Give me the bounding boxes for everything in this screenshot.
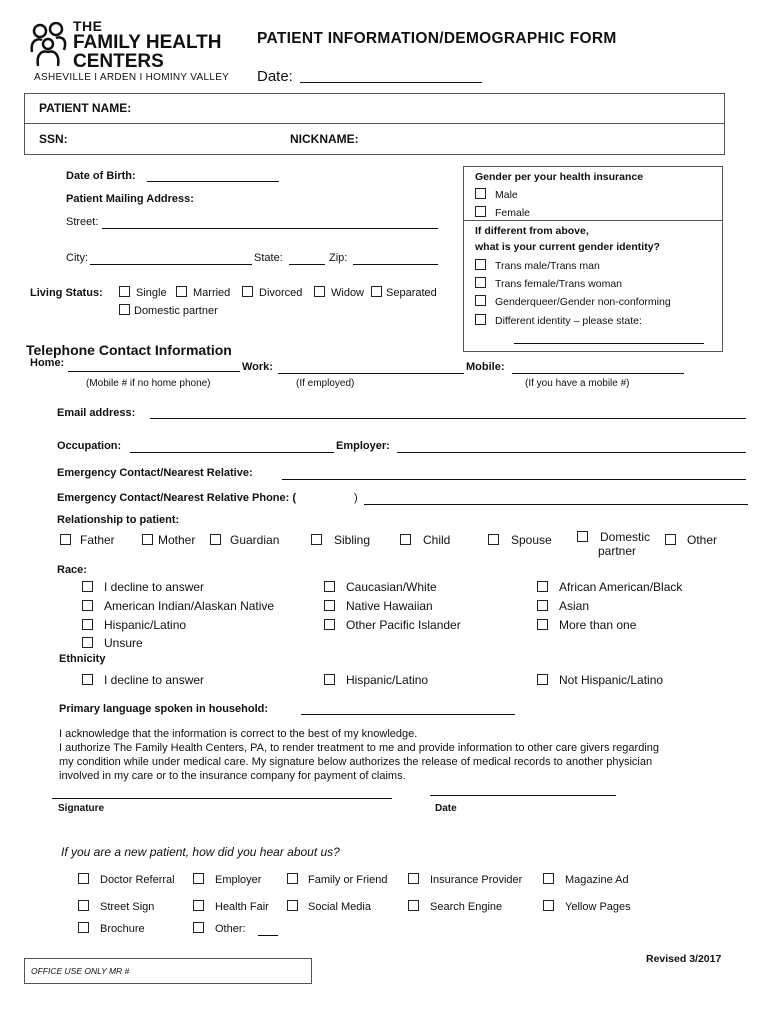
relationship-guardian-option[interactable]: Guardian (210, 533, 279, 547)
checkbox[interactable] (82, 619, 93, 630)
office-use-label: OFFICE USE ONLY MR # (31, 966, 130, 976)
phone-work-label: Work: (242, 361, 273, 373)
checkbox[interactable] (537, 600, 548, 611)
logo-line2: FAMILY HEALTH (73, 32, 222, 53)
date-field[interactable] (300, 82, 482, 83)
checkbox[interactable] (408, 873, 419, 884)
relationship-domestic-option[interactable]: Domestic (577, 530, 650, 544)
relationship-mother-option[interactable]: Mother (142, 533, 195, 547)
phone-heading: Telephone Contact Information (26, 342, 232, 358)
checkbox[interactable] (577, 531, 588, 542)
family-figures-icon (28, 22, 70, 70)
gender-title: Gender per your health insurance (475, 171, 644, 183)
living-widow-option[interactable]: Widow (314, 286, 364, 299)
street-field[interactable] (102, 228, 438, 229)
ssn-label: SSN: (39, 132, 68, 146)
emergency-phone-label: Emergency Contact/Nearest Relative Phone: ( (57, 492, 297, 504)
checkbox[interactable] (287, 873, 298, 884)
checkbox[interactable] (78, 900, 89, 911)
gender-different-field[interactable] (514, 343, 704, 344)
dob-field[interactable] (147, 181, 279, 182)
logo-line1: THE (73, 18, 103, 34)
checkbox[interactable] (543, 900, 554, 911)
phone-work-note: (If employed) (296, 378, 355, 389)
acknowledgement-line: I acknowledge that the information is correct to the best of my knowledge. (59, 728, 418, 740)
ethnicity-label: Ethnicity (59, 653, 106, 665)
checkbox[interactable] (311, 534, 322, 545)
ethnicity-not-hispanic-option[interactable]: Not Hispanic/Latino (537, 673, 663, 687)
occupation-label: Occupation: (57, 440, 122, 452)
living-married-option[interactable]: Married (176, 286, 230, 299)
checkbox[interactable] (475, 277, 486, 288)
living-separated-option[interactable]: Separated (371, 286, 437, 299)
logo (28, 18, 238, 86)
race-hispanic-option[interactable]: Hispanic/Latino (82, 618, 186, 632)
checkbox[interactable] (82, 600, 93, 611)
race-american-indian-option[interactable]: American Indian/Alaskan Native (82, 599, 274, 613)
city-label: City: (66, 252, 88, 264)
checkbox[interactable] (60, 534, 71, 545)
form-title: PATIENT INFORMATION/DEMOGRAPHIC FORM (257, 30, 617, 47)
race-native-hawaiian-option[interactable]: Native Hawaiian (324, 599, 433, 613)
phone-mobile-note: (If you have a mobile #) (525, 378, 630, 389)
referral-magazine-option[interactable]: Magazine Ad (543, 873, 629, 886)
email-field[interactable] (150, 418, 746, 419)
referral-search-engine-option[interactable]: Search Engine (408, 900, 502, 913)
emergency-contact-field[interactable] (282, 479, 746, 480)
revised-date: Revised 3/2017 (646, 953, 722, 965)
gender-female-option[interactable]: Female (475, 206, 530, 219)
ethnicity-decline-option[interactable]: I decline to answer (82, 673, 204, 687)
emergency-contact-label: Emergency Contact/Nearest Relative: (57, 467, 253, 479)
emergency-phone-close: ) (354, 492, 358, 504)
gender-box (463, 166, 723, 352)
race-more-than-one-option[interactable]: More than one (537, 618, 636, 632)
employer-field[interactable] (397, 452, 746, 453)
dob-label: Date of Birth: (66, 170, 136, 182)
race-decline-option[interactable]: I decline to answer (82, 580, 204, 594)
acknowledgement-line: involved in my care or to the insurance company for payment of claims. (59, 770, 406, 782)
checkbox[interactable] (78, 873, 89, 884)
email-label: Email address: (57, 407, 136, 419)
state-field[interactable] (289, 264, 325, 265)
mailing-label: Patient Mailing Address: (66, 193, 194, 205)
checkbox[interactable] (82, 674, 93, 685)
gender-different-option[interactable]: Different identity – please state: (475, 314, 642, 327)
signature-label: Signature (58, 803, 105, 814)
checkbox[interactable] (287, 900, 298, 911)
emergency-phone-field[interactable] (364, 504, 748, 505)
checkbox[interactable] (142, 534, 153, 545)
gender-genderqueer-option[interactable]: Genderqueer/Gender non-conforming (475, 295, 671, 308)
relationship-spouse-option[interactable]: Spouse (488, 533, 552, 547)
checkbox[interactable] (176, 286, 187, 297)
phone-home-field[interactable] (68, 371, 240, 372)
referral-question: If you are a new patient, how did you hear about us? (61, 845, 340, 859)
patient-name-label: PATIENT NAME: (39, 101, 132, 115)
relationship-other-option[interactable]: Other (665, 533, 717, 547)
checkbox[interactable] (537, 619, 548, 630)
logo-line3: CENTERS (73, 51, 164, 72)
zip-field[interactable] (353, 264, 438, 265)
employer-label: Employer: (336, 440, 390, 452)
referral-health-fair-option[interactable]: Health Fair (193, 900, 269, 913)
occupation-field[interactable] (130, 452, 334, 453)
race-pacific-islander-option[interactable]: Other Pacific Islander (324, 618, 461, 632)
street-label: Street: (66, 216, 99, 228)
checkbox[interactable] (242, 286, 253, 297)
checkbox[interactable] (371, 286, 382, 297)
referral-employer-option[interactable]: Employer (193, 873, 261, 886)
signature-date-field[interactable] (430, 795, 616, 796)
referral-insurance-option[interactable]: Insurance Provider (408, 873, 522, 886)
living-single-option[interactable]: Single (119, 286, 167, 299)
checkbox[interactable] (543, 873, 554, 884)
checkbox[interactable] (119, 304, 130, 315)
signature-date-label: Date (435, 803, 457, 814)
language-field[interactable] (301, 714, 515, 715)
checkbox[interactable] (193, 873, 204, 884)
living-domestic-option[interactable]: Domestic partner (119, 304, 218, 317)
checkbox[interactable] (193, 900, 204, 911)
zip-label: Zip: (329, 252, 348, 264)
checkbox[interactable] (210, 534, 221, 545)
date-label: Date: (257, 68, 293, 85)
living-divorced-option[interactable]: Divorced (242, 286, 302, 299)
checkbox[interactable] (475, 259, 486, 270)
checkbox[interactable] (475, 295, 486, 306)
checkbox[interactable] (78, 922, 89, 933)
checkbox[interactable] (665, 534, 676, 545)
checkbox[interactable] (119, 286, 130, 297)
race-unsure-option[interactable]: Unsure (82, 636, 143, 650)
checkbox[interactable] (82, 581, 93, 592)
referral-other-field[interactable] (258, 935, 278, 936)
referral-other-option[interactable]: Other: (193, 922, 246, 935)
checkbox[interactable] (324, 619, 335, 630)
race-african-american-option[interactable]: African American/Black (537, 580, 682, 594)
referral-brochure-option[interactable]: Brochure (78, 922, 145, 935)
gender-trans-female-option[interactable]: Trans female/Trans woman (475, 277, 622, 290)
checkbox[interactable] (314, 286, 325, 297)
living-status-label: Living Status: (30, 287, 103, 299)
phone-home-note: (Mobile # if no home phone) (86, 378, 211, 389)
gender-male-option[interactable]: Male (475, 188, 518, 201)
nickname-label: NICKNAME: (290, 132, 359, 146)
phone-mobile-field[interactable] (512, 373, 684, 374)
relationship-label: Relationship to patient: (57, 514, 180, 526)
relationship-domestic-line2: partner (598, 544, 637, 558)
referral-street-sign-option[interactable]: Street Sign (78, 900, 154, 913)
logo-locations: ASHEVILLE I ARDEN I HOMINY VALLEY (34, 72, 230, 83)
ethnicity-hispanic-option[interactable]: Hispanic/Latino (324, 673, 428, 687)
language-label: Primary language spoken in household: (59, 703, 269, 715)
referral-yellow-pages-option[interactable]: Yellow Pages (543, 900, 631, 913)
relationship-child-option[interactable]: Child (400, 533, 450, 547)
checkbox[interactable] (475, 206, 486, 217)
phone-home-label: Home: (30, 357, 65, 369)
checkbox[interactable] (488, 534, 499, 545)
office-use-box (24, 958, 312, 984)
referral-family-option[interactable]: Family or Friend (287, 873, 387, 886)
race-asian-option[interactable]: Asian (537, 599, 589, 613)
checkbox[interactable] (537, 674, 548, 685)
referral-doctor-option[interactable]: Doctor Referral (78, 873, 175, 886)
referral-social-media-option[interactable]: Social Media (287, 900, 371, 913)
race-label: Race: (57, 564, 87, 576)
patient-id-box (24, 93, 725, 155)
acknowledgement-line: I authorize The Family Health Centers, PA, to render treatment to me and provide information to other care givers regarding (59, 742, 659, 754)
relationship-sibling-option[interactable]: Sibling (311, 533, 370, 547)
gender-trans-male-option[interactable]: Trans male/Trans man (475, 259, 600, 272)
race-caucasian-option[interactable]: Caucasian/White (324, 580, 437, 594)
relationship-father-option[interactable]: Father (60, 533, 115, 547)
checkbox[interactable] (324, 600, 335, 611)
checkbox[interactable] (537, 581, 548, 592)
city-field[interactable] (90, 264, 252, 265)
gender-identity-q1: If different from above, (475, 225, 589, 237)
checkbox[interactable] (324, 674, 335, 685)
checkbox[interactable] (82, 637, 93, 648)
acknowledgement-text (59, 727, 749, 783)
phone-mobile-label: Mobile: (466, 361, 505, 373)
checkbox[interactable] (408, 900, 419, 911)
acknowledgement-line: my condition while under medical care. My signature below authorizes the release of medical records to another physician (59, 756, 653, 768)
signature-field[interactable] (52, 798, 392, 799)
checkbox[interactable] (193, 922, 204, 933)
phone-work-field[interactable] (278, 373, 464, 374)
checkbox[interactable] (400, 534, 411, 545)
gender-identity-q2: what is your current gender identity? (475, 241, 660, 253)
checkbox[interactable] (324, 581, 335, 592)
state-label: State: (254, 252, 283, 264)
checkbox[interactable] (475, 188, 486, 199)
checkbox[interactable] (475, 314, 486, 325)
